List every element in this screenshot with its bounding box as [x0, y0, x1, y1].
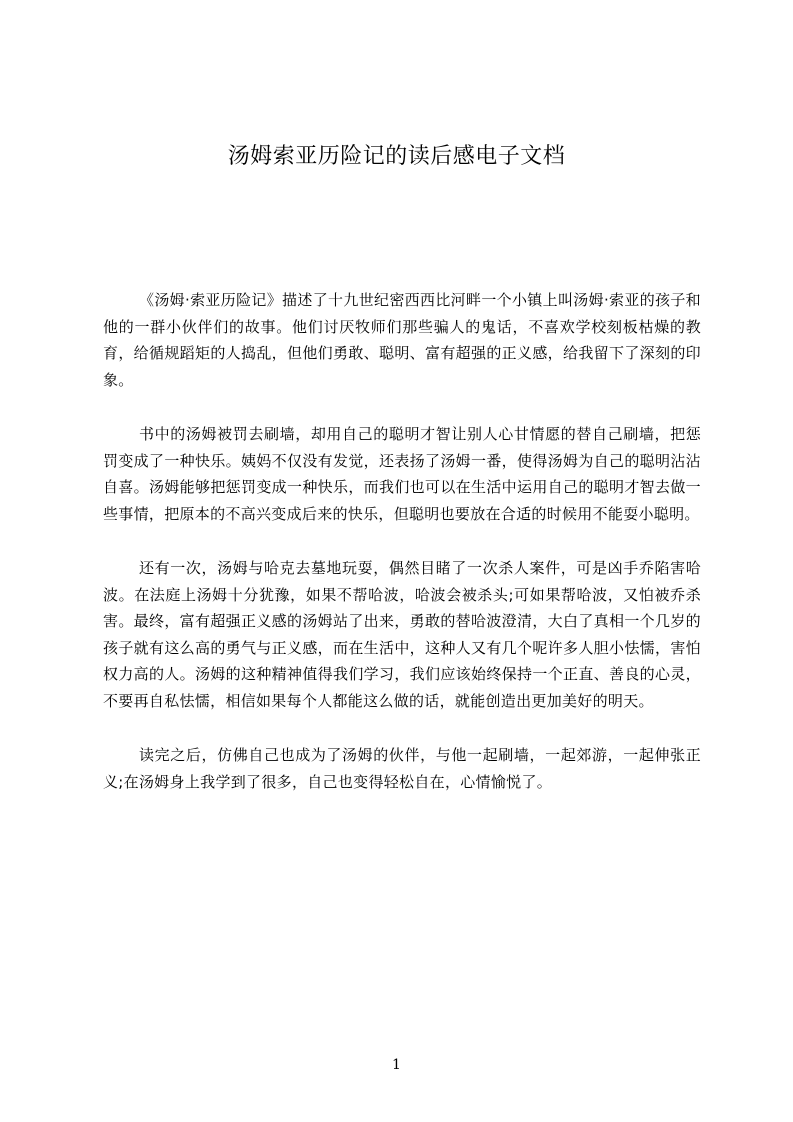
paragraph-1: 《汤姆·索亚历险记》描述了十九世纪密西西比河畔一个小镇上叫汤姆·索亚的孩子和他的一群小伙伴们的故事。他们讨厌牧师们那些骗人的鬼话，不喜欢学校刻板枯燥的教育，给循规蹈矩的人捣乱，但他们勇敢、聪明、富有超强的正义感，给我留下了深刻的印象。 — [103, 291, 701, 389]
document-body — [103, 287, 701, 823]
paragraph-3: 还有一次，汤姆与哈克去墓地玩耍，偶然目睹了一次杀人案件，可是凶手乔陷害哈波。在法庭上汤姆十分犹豫，如果不帮哈波，哈波会被杀头;可如果帮哈波，又怕被乔杀害。最终，富有超强正义感的汤姆站了出来，勇敢的替哈波澄清，大白了真相一个几岁的孩子就有这么高的勇气与正义感，而在生活中，这种人又有几个呢许多人胆小怯懦，害怕权力高的人。汤姆的这种精神值得我们学习，我们应该始终保持一个正直、善良的心灵，不要再自私怯懦，相信如果每个人都能这么做的话，就能创造出更加美好的明天。 — [103, 559, 701, 710]
page-number: 1 — [392, 1057, 401, 1073]
paragraph-2: 书中的汤姆被罚去刷墙，却用自己的聪明才智让别人心甘情愿的替自己刷墙，把惩罚变成了一种快乐。姨妈不仅没有发觉，还表扬了汤姆一番，使得汤姆为自己的聪明沾沾自喜。汤姆能够把惩罚变成一种快乐，而我们也可以在生活中运用自己的聪明才智去做一些事情，把原本的不高兴变成后来的快乐，但聪明也要放在合适的时候用不能耍小聪明。 — [103, 425, 701, 523]
document-title: 汤姆索亚历险记的读后感电子文档 — [227, 144, 566, 169]
paragraph-4: 读完之后，仿佛自己也成为了汤姆的伙伴，与他一起刷墙，一起郊游，一起伸张正义;在汤姆身上我学到了很多，自己也变得轻松自在，心情愉悦了。 — [103, 746, 701, 791]
